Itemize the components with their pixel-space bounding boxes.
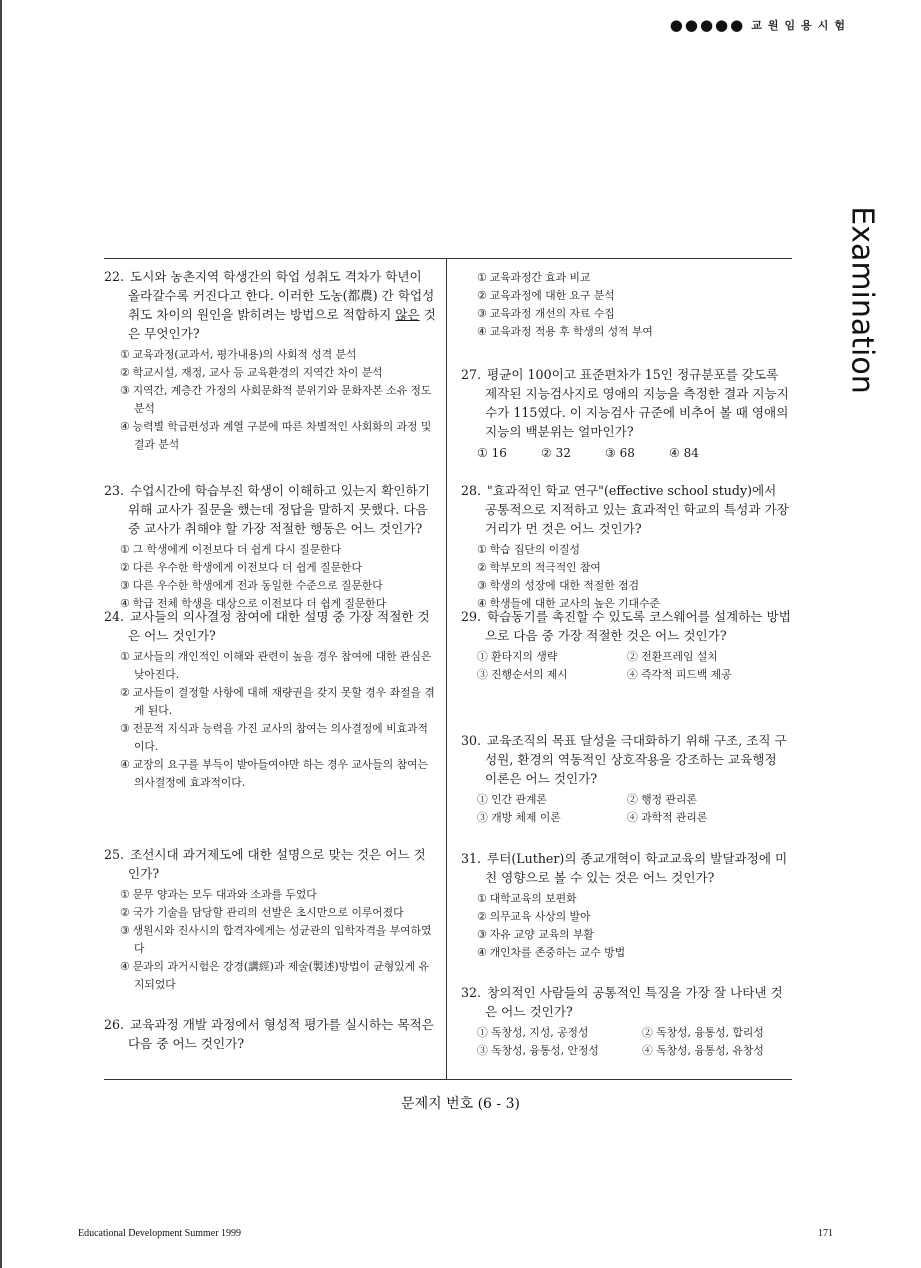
option: ② 교사들이 결정할 사항에 대해 재량권을 갖지 못할 경우 좌절을 겪게 된다. [120, 686, 435, 717]
question-27 [461, 365, 791, 462]
option: ① 독창성, 지성, 공정성 [477, 1026, 589, 1039]
option: ① 인간 관계론 [477, 793, 547, 806]
question-32 [461, 983, 791, 1060]
option: ① 학습 집단의 이질성 [477, 543, 580, 556]
option: ① 환타지의 생략 [477, 650, 558, 663]
side-label-text: Examination [844, 206, 880, 394]
question-30 [461, 731, 791, 827]
option-row [461, 444, 791, 462]
option: ④ 능력별 학급편성과 계열 구분에 따른 차별적인 사회화의 과정 및 결과 분석 [120, 420, 432, 451]
question-text: 30. 교육조직의 목표 달성을 극대화하기 위해 구조, 조직 구성원, 환경의 역동적인 상호작용을 강조하는 교육행정 이론은 어느 것인가? [461, 733, 787, 786]
column-divider [446, 258, 447, 1079]
question-29 [461, 607, 791, 684]
question-text: 24. 교사들의 의사결정 참여에 대한 설명 중 가장 적절한 것은 어느 것인가? [104, 609, 430, 643]
option: ③ 진행순서의 제시 [477, 668, 568, 681]
q22-underline: 않은 [395, 307, 420, 322]
question-text: 25. 조선시대 과거제도에 대한 설명으로 맞는 것은 어느 것인가? [104, 847, 426, 881]
question-26-options [461, 269, 791, 341]
side-label [842, 206, 882, 394]
option-row [461, 1024, 791, 1042]
exam-page-number: 문제지 번호 (6 - 3) [401, 1096, 520, 1112]
question-text: 31. 루터(Luther)의 종교개혁이 학교교육의 발달과정에 미친 영향으로 볼 수 있는 것은 어느 것인가? [461, 851, 788, 885]
option-row [461, 648, 791, 666]
option: ③ 지역간, 계층간 가정의 사회문화적 분위기와 문화자본 소유 정도 분석 [120, 384, 432, 415]
question-22 [104, 267, 436, 454]
option: ④ 교육과정 적용 후 학생의 성적 부여 [477, 325, 653, 338]
option: ① 그 학생에게 이전보다 더 쉽게 다시 질문한다 [120, 543, 342, 556]
option-row [461, 791, 791, 809]
option: ③ 전문적 지식과 능력을 가진 교사의 참여는 의사결정에 비효과적이다. [120, 722, 428, 753]
question-25 [104, 845, 436, 994]
option: ③ 교육과정 개선의 자료 수집 [477, 307, 615, 320]
question-text: 26. 교육과정 개발 과정에서 형성적 평가를 실시하는 목적은 다음 중 어느 것인가? [104, 1017, 434, 1051]
option: ① 교사들의 개인적인 이해와 관련이 높을 경우 참여에 대한 관심은 낮아진다. [120, 650, 432, 681]
option: ④ 과학적 관리론 [627, 811, 708, 824]
option-row [461, 666, 791, 684]
option: ③ 자유 교양 교육의 부활 [477, 928, 594, 941]
option: ④ 즉각적 피드백 제공 [627, 668, 732, 681]
option: ④ 교장의 요구를 부득이 받아들여야만 하는 경우 교사들의 참여는 의사결정에 효과적이다. [120, 758, 428, 789]
top-rule [104, 258, 792, 259]
option: ① 교육과정간 효과 비교 [477, 271, 591, 284]
option: ④ 84 [669, 446, 699, 460]
option: ④ 학생들에 대한 교사의 높은 기대수준 [477, 597, 660, 610]
option: ② 학교시설, 재정, 교사 등 교육환경의 지역간 차이 분석 [120, 366, 383, 379]
question-text: 28. "효과적인 학교 연구"(effective school study)에서 공통적으로 지적하고 있는 효과적인 학교의 특성과 가장 거리가 먼 것은 어느 것인가? [461, 483, 789, 536]
option: ④ 학급 전체 학생을 대상으로 이전보다 더 쉽게 질문한다 [120, 597, 387, 610]
question-24 [104, 607, 436, 792]
option: ② 교육과정에 대한 요구 분석 [477, 289, 615, 302]
page-header [670, 16, 851, 34]
page-edge [0, 0, 2, 1268]
option: ③ 학생의 성장에 대한 적절한 점검 [477, 579, 640, 592]
option: ④ 문과의 과거시험은 강경(講經)과 제술(製述)방법이 균형있게 유지되었다 [120, 960, 429, 991]
option: ② 의무교육 사상의 발아 [477, 910, 591, 923]
option: ② 학부모의 적극적인 참여 [477, 561, 601, 574]
option: ④ 독창성, 융통성, 유창성 [641, 1044, 764, 1057]
option: ② 국가 기술을 담당할 관리의 선발은 초시만으로 이루어졌다 [120, 906, 404, 919]
option: ③ 다른 우수한 학생에게 전과 동일한 수준으로 질문한다 [120, 579, 383, 592]
question-text: 29. 학습동기를 촉진할 수 있도록 코스웨어를 설계하는 방법으로 다음 중 가장 적절한 것은 어느 것인가? [461, 609, 791, 643]
option-row [461, 809, 791, 827]
option: ① 16 [477, 446, 507, 460]
option: ② 독창성, 융통성, 합리성 [641, 1026, 764, 1039]
option: ③ 68 [605, 446, 635, 460]
option: ④ 개인차를 존중하는 교수 방법 [477, 946, 626, 959]
journal-footer: Educational Development Summer 1999 [78, 1228, 242, 1239]
option: ② 전환프레임 설치 [627, 650, 718, 663]
option: ③ 독창성, 융통성, 안정성 [477, 1044, 599, 1057]
question-23 [104, 481, 436, 613]
option: ② 32 [541, 446, 571, 460]
option: ① 대학교육의 보편화 [477, 892, 577, 905]
question-31 [461, 849, 791, 962]
question-text: 27. 평균이 100이고 표준편차가 15인 정규분포를 갖도록 제작된 지능검사지로 영애의 지능을 측정한 결과 지능지수가 115였다. 이 지능검사 규준에 비추어 볼 때 영애의 지능의 백분위는 얼마인가? [461, 367, 789, 439]
option: ① 교육과정(교과서, 평가내용)의 사회적 성격 분석 [120, 348, 357, 361]
option-row [461, 1042, 791, 1060]
question-26 [104, 1015, 436, 1056]
page-number: 171 [818, 1228, 833, 1239]
q22-text-part1: 도시와 농촌지역 학생간의 학업 성취도 격차가 학년이 올라갈수록 커진다고 한다. 이러한 도농(都農) 간 학업성취도 차이의 원인을 밝히려는 방법으로 적합하지 [128, 269, 435, 322]
question-text: 32. 창의적인 사람들의 공통적인 특징을 가장 잘 나타낸 것은 어느 것인가? [461, 985, 783, 1019]
option: ② 행정 관리론 [627, 793, 697, 806]
header-dots: ●●●●● [669, 16, 746, 34]
option: ② 다른 우수한 학생에게 이전보다 더 쉽게 질문한다 [120, 561, 362, 574]
header-title: 교원임용시험 [751, 19, 851, 32]
option: ① 문무 양과는 모두 대과와 소과를 두었다 [120, 888, 317, 901]
question-28 [461, 481, 791, 613]
option: ③ 개방 체제 이론 [477, 811, 561, 824]
question-text: 23. 수업시간에 학습부진 학생이 이해하고 있는지 확인하기 위해 교사가 질문을 했는데 정답을 말하지 못했다. 다음 중 교사가 취해야 할 가장 적절한 행동은 어느 것인가? [104, 483, 430, 536]
option: ③ 생원시와 진사시의 합격자에게는 성균관의 입학자격을 부여하였다 [120, 924, 432, 955]
bottom-rule [104, 1079, 792, 1080]
question-text: 22. 도시와 농촌지역 학생간의 학업 성취도 격차가 학년이 올라갈수록 커진다고 한다. 이러한 도농(都農) 간 학업성취도 차이의 원인을 밝히려는 방법으로 적합하지 않은 것은 무엇인가? [104, 269, 436, 341]
